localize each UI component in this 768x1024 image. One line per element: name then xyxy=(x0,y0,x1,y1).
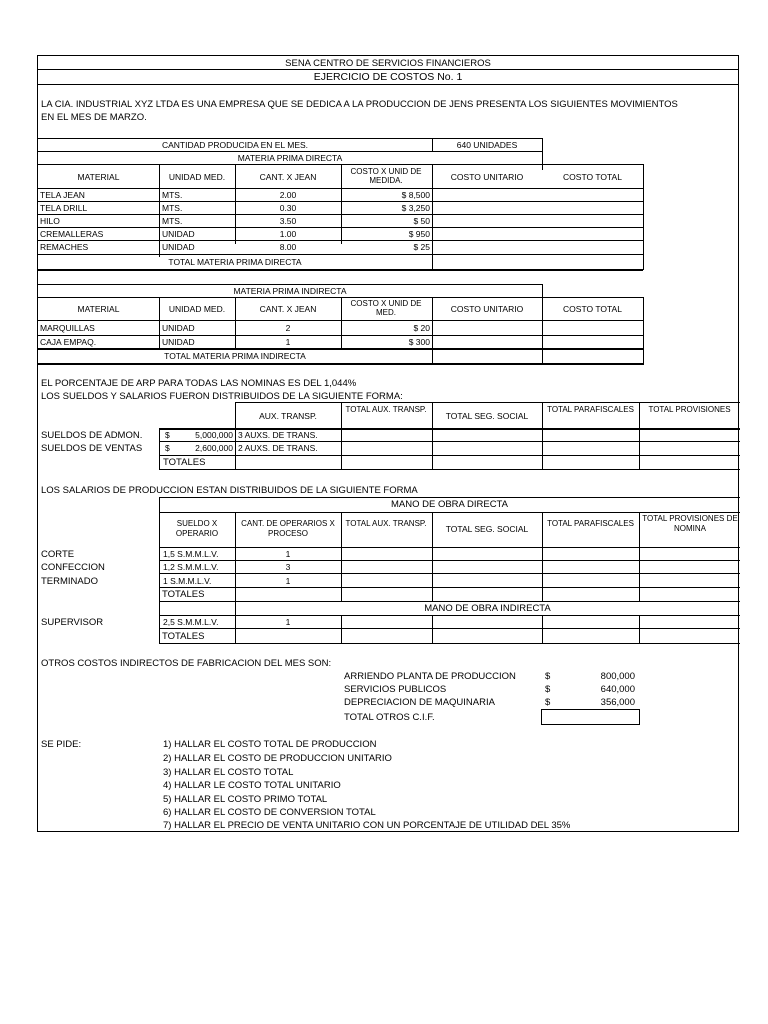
material-name: CAJA EMPAQ. xyxy=(40,337,97,347)
currency: $ xyxy=(545,697,551,708)
unit: UNIDAD xyxy=(162,323,195,333)
mod-header-provisiones: TOTAL PROVISIONES DE NOMINA xyxy=(642,514,738,533)
salaries-header-parafiscales: TOTAL PARAFISCALES xyxy=(547,405,634,414)
cif-intro: OTROS COSTOS INDIRECTOS DE FABRICACION DEL MES SON: xyxy=(41,658,332,669)
mpi-header-unit-cost: COSTO UNITARIO xyxy=(450,304,524,314)
unit: UNIDAD xyxy=(162,337,195,347)
task-item: 4) HALLAR LE COSTO TOTAL UNITARIO xyxy=(163,780,341,791)
mod-totals-label: TOTALES xyxy=(162,589,205,600)
process-label: CONFECCION xyxy=(41,562,105,573)
cif-amount: 800,000 xyxy=(600,671,635,682)
currency: $ xyxy=(165,430,170,440)
moi-totals-label: TOTALES xyxy=(162,631,205,642)
mpd-total-label: TOTAL MATERIA PRIMA DIRECTA xyxy=(168,257,302,267)
operators-count: 1 xyxy=(285,549,291,559)
mod-header-salary: SUELDO X OPERARIO xyxy=(175,519,219,538)
mpi-header-unit: UNIDAD MED. xyxy=(168,304,226,314)
material-name: TELA DRILL xyxy=(40,203,88,213)
salary-per-operator: 2,5 S.M.M.L.V. xyxy=(163,617,219,627)
unit: MTS. xyxy=(162,203,183,213)
salaries-header-seg-social: TOTAL SEG. SOCIAL xyxy=(445,411,529,421)
mpd-header-unit-cost: COSTO UNITARIO xyxy=(450,172,524,182)
task-item: 2) HALLAR EL COSTO DE PRODUCCION UNITARIO xyxy=(163,753,392,764)
salary-label: SUELDOS DE ADMON. xyxy=(41,430,143,441)
mpd-header-material: MATERIAL xyxy=(77,172,120,182)
mpd-header-cost-per-unit: COSTO X UNID DE MEDIDA. xyxy=(350,167,422,186)
unit-price: $ 8,500 xyxy=(401,190,430,200)
supervisor-label: SUPERVISOR xyxy=(41,617,104,628)
qty: 2 xyxy=(285,323,291,333)
qty: 0.30 xyxy=(279,203,297,213)
institution-title: SENA CENTRO DE SERVICIOS FINANCIEROS xyxy=(285,58,491,69)
intro-line-2: EN EL MES DE MARZO. xyxy=(41,112,147,123)
salary-amount: 2,600,000 xyxy=(195,443,233,453)
cif-label: ARRIENDO PLANTA DE PRODUCCION xyxy=(344,671,516,682)
cif-amount: 640,000 xyxy=(600,684,635,695)
operators-count: 1 xyxy=(285,617,291,627)
mpd-header-total-cost: COSTO TOTAL xyxy=(563,172,622,182)
mpi-header-cost-per-unit: COSTO X UNID DE MED. xyxy=(350,299,422,318)
unit-price: $ 300 xyxy=(408,337,430,347)
production-value: 640 UNIDADES xyxy=(456,140,518,150)
mpd-header-unit: UNIDAD MED. xyxy=(168,172,226,182)
cif-amount: 356,000 xyxy=(600,697,635,708)
salaries-totals-label: TOTALES xyxy=(163,457,206,468)
cif-total-box xyxy=(541,709,640,725)
mod-header-operators: CANT. DE OPERARIOS X PROCESO xyxy=(241,519,335,538)
process-label: TERMINADO xyxy=(41,576,98,587)
unit: UNIDAD xyxy=(162,242,195,252)
mod-header-parafiscales: TOTAL PARAFISCALES xyxy=(547,519,634,528)
mpi-total-label: TOTAL MATERIA PRIMA INDIRECTA xyxy=(164,351,306,361)
material-name: TELA JEAN xyxy=(40,190,85,200)
cif-label: DEPRECIACION DE MAQUINARIA xyxy=(344,697,495,708)
prod-salaries-intro: LOS SALARIOS DE PRODUCCION ESTAN DISTRIBUIDOS DE LA SIGUIENTE FORMA xyxy=(41,485,418,496)
salaries-header-aux: AUX. TRANSP. xyxy=(259,411,317,421)
mod-header-seg-social: TOTAL SEG. SOCIAL xyxy=(445,524,529,534)
task-item: 5) HALLAR EL COSTO PRIMO TOTAL xyxy=(163,794,328,805)
unit-price: $ 20 xyxy=(413,323,430,333)
aux-transp: 2 AUXS. DE TRANS. xyxy=(238,443,318,453)
mpd-title: MATERIA PRIMA DIRECTA xyxy=(237,153,343,163)
task-item: 1) HALLAR EL COSTO TOTAL DE PRODUCCION xyxy=(163,739,377,750)
production-label: CANTIDAD PRODUCIDA EN EL MES. xyxy=(161,140,309,150)
task-item: 7) HALLAR EL PRECIO DE VENTA UNITARIO CON UN PORCENTAJE DE UTILIDAD DEL 35% xyxy=(163,820,571,831)
salary-per-operator: 1 S.M.M.L.V. xyxy=(163,576,212,586)
mpd-header-qty: CANT. X JEAN xyxy=(259,172,317,182)
unit-price: $ 3,250 xyxy=(401,203,430,213)
unit: MTS. xyxy=(162,216,183,226)
operators-count: 3 xyxy=(285,562,291,572)
cif-label: SERVICIOS PUBLICOS xyxy=(344,684,447,695)
worksheet xyxy=(37,55,739,832)
task-item: 6) HALLAR EL COSTO DE CONVERSION TOTAL xyxy=(163,807,376,818)
arp-line-2: LOS SUELDOS Y SALARIOS FUERON DISTRIBUIDOS DE LA SIGUIENTE FORMA: xyxy=(41,391,403,402)
qty: 8.00 xyxy=(279,242,297,252)
unit-price: $ 25 xyxy=(413,242,430,252)
material-name: CREMALLERAS xyxy=(40,229,104,239)
aux-transp: 3 AUXS. DE TRANS. xyxy=(238,430,318,440)
cif-total-label: TOTAL OTROS C.I.F. xyxy=(344,712,435,723)
material-name: MARQUILLAS xyxy=(40,323,95,333)
unit-price: $ 950 xyxy=(408,229,430,239)
mpi-title: MATERIA PRIMA INDIRECTA xyxy=(233,286,347,296)
operators-count: 1 xyxy=(285,576,291,586)
exercise-title: EJERCICIO DE COSTOS No. 1 xyxy=(313,71,463,83)
task-item: 3) HALLAR EL COSTO TOTAL xyxy=(163,767,294,778)
mpi-header-total-cost: COSTO TOTAL xyxy=(563,304,622,314)
qty: 1 xyxy=(285,337,291,347)
unit-price: $ 50 xyxy=(413,216,430,226)
qty: 2.00 xyxy=(279,190,297,200)
salary-per-operator: 1,2 S.M.M.L.V. xyxy=(163,562,219,572)
qty: 1.00 xyxy=(279,229,297,239)
material-name: REMACHES xyxy=(40,242,89,252)
mod-header-total-aux: TOTAL AUX. TRANSP. xyxy=(345,519,427,528)
salary-per-operator: 1,5 S.M.M.L.V. xyxy=(163,549,219,559)
tasks-label: SE PIDE: xyxy=(41,739,82,750)
mpi-header-qty: CANT. X JEAN xyxy=(259,304,317,314)
salary-label: SUELDOS DE VENTAS xyxy=(41,443,143,454)
currency: $ xyxy=(545,671,551,682)
unit: UNIDAD xyxy=(162,229,195,239)
material-name: HILO xyxy=(40,216,60,226)
unit: MTS. xyxy=(162,190,183,200)
currency: $ xyxy=(165,443,170,453)
salary-amount: 5,000,000 xyxy=(195,430,233,440)
mod-title: MANO DE OBRA DIRECTA xyxy=(390,499,508,510)
salaries-header-provisiones: TOTAL PROVISIONES xyxy=(648,405,731,414)
currency: $ xyxy=(545,684,551,695)
qty: 3.50 xyxy=(279,216,297,226)
arp-line-1: EL PORCENTAJE DE ARP PARA TODAS LAS NOMINAS ES DEL 1,044% xyxy=(41,378,357,389)
mpi-header-material: MATERIAL xyxy=(77,304,120,314)
process-label: CORTE xyxy=(41,549,75,560)
intro-line-1: LA CIA. INDUSTRIAL XYZ LTDA ES UNA EMPRESA QUE SE DEDICA A LA PRODUCCION DE JENS PRESENTA LOS SIGUIENTES MOVIMIENTOS xyxy=(41,99,678,110)
moi-title: MANO DE OBRA INDIRECTA xyxy=(424,603,551,614)
salaries-header-total-aux: TOTAL AUX. TRANSP. xyxy=(345,405,427,414)
